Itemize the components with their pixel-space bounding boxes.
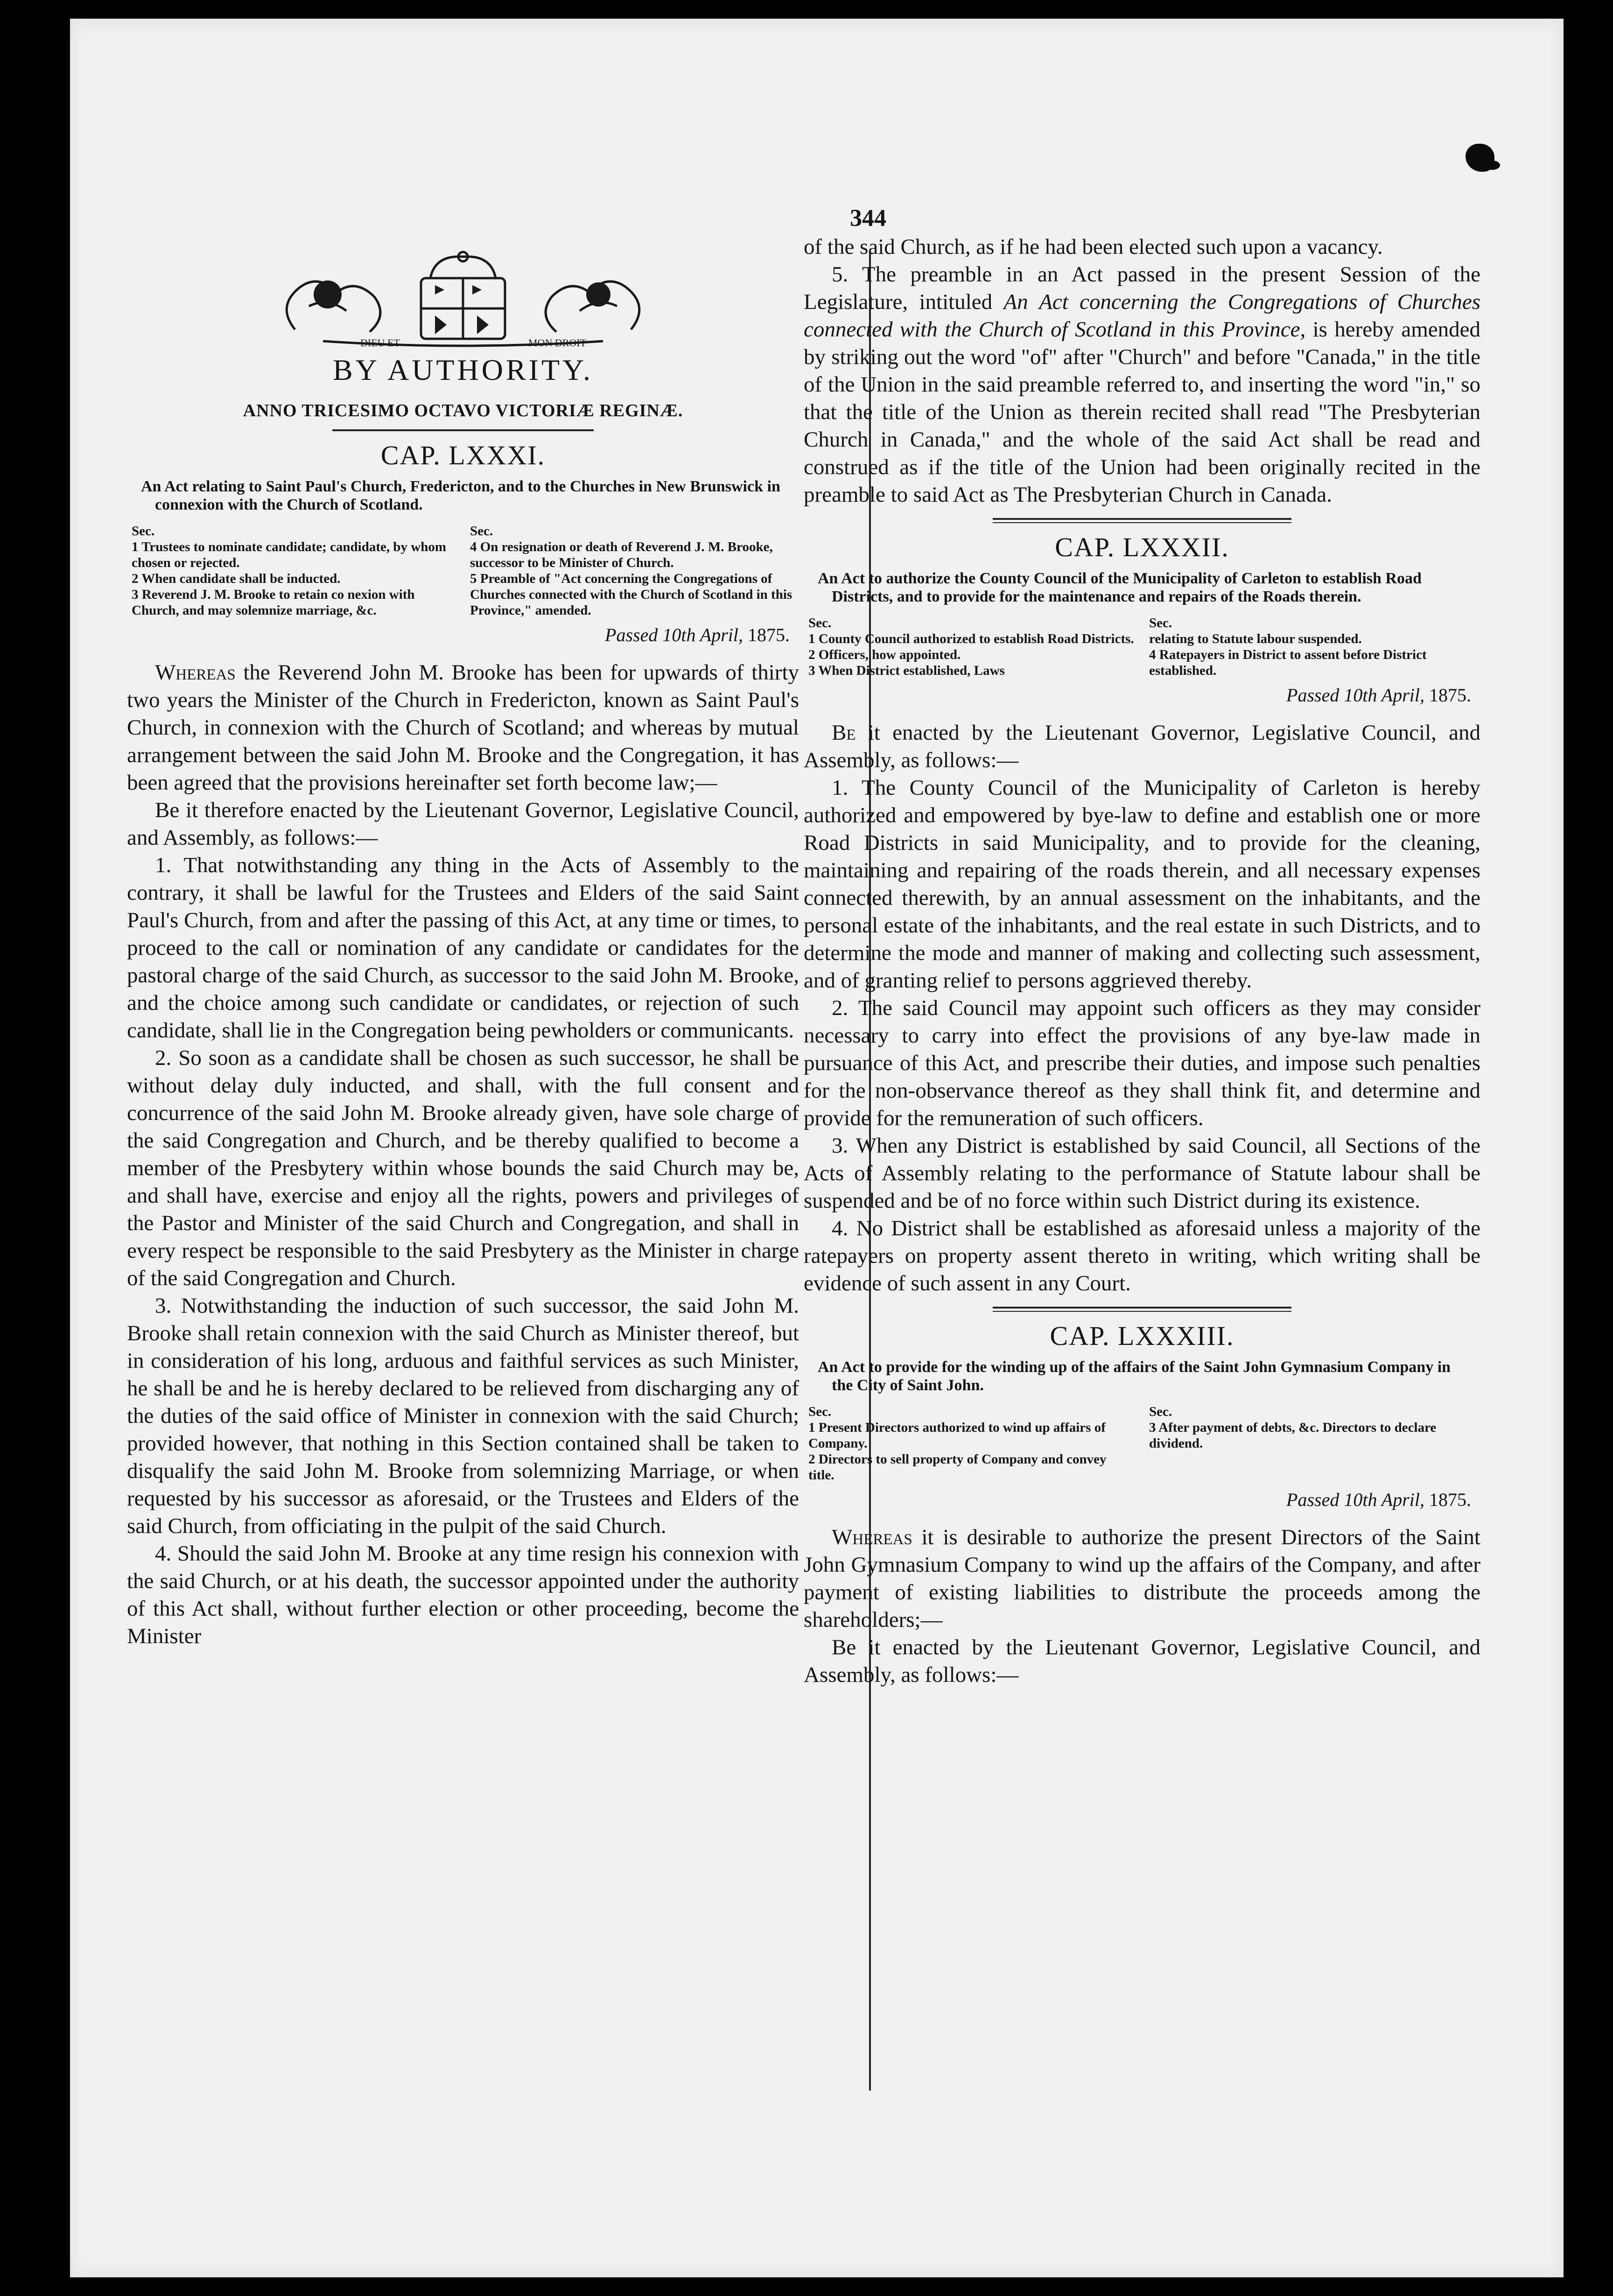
cap-83-title: An Act to provide for the winding up of the affairs of the Saint John Gymnasium Company in the City of Saint John. — [818, 1358, 1451, 1394]
heading-rule — [332, 429, 594, 431]
cap-82-heading: CAP. LXXXII. — [1055, 532, 1229, 562]
section-rule — [993, 518, 1291, 523]
cap-81-preamble: Whereas the Reverend John M. Brooke has been for upwards of thirty two years the Minister of the Church in Fredericton, known as Saint Paul's Church, in connexion with the Church of Scotland; and whereas by mutual arrangement between the said John M. Brooke and the Congregation, it has been agreed that the provisions hereinafter set forth become law;— — [127, 660, 799, 795]
section-summary-item: 4 Ratepayers in District to assent before District established. — [1149, 647, 1427, 678]
section-summary-item: 1 Present Directors authorized to wind up affairs of Company. — [808, 1420, 1106, 1451]
cap-83-section-summary — [808, 1404, 1476, 1483]
sec-label: Sec. — [132, 524, 155, 539]
section-summary-item: 3 After payment of debts, &c. Directors to declare dividend. — [1149, 1420, 1437, 1451]
section-summary-item: 2 Directors to sell property of Company and convey title. — [808, 1452, 1107, 1483]
section-summary-item: relating to Statute labour suspended. — [1149, 631, 1362, 646]
cap-83-passed-date: Passed 10th April, 1875. — [1286, 1489, 1471, 1510]
cap-82-enacting-clause: Be it enacted by the Lieutenant Governor, Legislative Council, and Assembly, as follows:— — [804, 721, 1480, 772]
cap-81-enacting-clause: Be it therefore enacted by the Lieutenant Governor, Legislative Council, and Assembly, as follows:— — [127, 798, 799, 850]
cap-82-section-summary — [808, 615, 1476, 679]
section-summary-item: 2 Officers, how appointed. — [808, 647, 961, 662]
sec-label: Sec. — [470, 524, 493, 539]
cap-82-passed-date: Passed 10th April, 1875. — [1286, 685, 1471, 706]
cap-82-section-3: 3. When any District is established by said Council, all Sections of the Acts of Assembly relating to the performance of Statute labour shall be suspended and be of no force within such District during its existence. — [804, 1134, 1480, 1213]
crest-motto-right: MON DROIT — [528, 337, 587, 348]
ink-blot — [1466, 144, 1494, 172]
cap-81-section-4-continued: of the said Church, as if he had been elected such upon a vacancy. — [804, 235, 1383, 259]
section-summary-item: 2 When candidate shall be inducted. — [132, 571, 341, 586]
page-number: 344 — [850, 205, 886, 231]
cap-81-section-2: 2. So soon as a candidate shall be chosen as such successor, he shall be without delay duly inducted, and shall, with the full consent and concurrence of the said John M. Brooke already given, have sole charge of the said Congregation and Church, and be thereby qualified to become a member of the Presbytery within whose bounds the said Church may be, and shall have, exercise and enjoy all the rights, powers and privileges of the Pastor and Minister of the said Church and Congregation, and shall in every respect be responsible to the said Presbytery as the Minister in charge of the said Congregation and Church. — [127, 1046, 799, 1290]
crest-motto-left: DIEU ET — [360, 337, 400, 348]
cap-81-section-4: 4. Should the said John M. Brooke at any time resign his connexion with the said Church, or at his death, the successor appointed under the authority of this Act shall, without further election or other proceeding, become the Minister — [127, 1541, 799, 1648]
cap-81-section-summary — [132, 523, 794, 618]
cap-81-heading: CAP. LXXXI. — [380, 440, 546, 470]
section-summary-item: 4 On resignation or death of Reverend J. M. Brooke, successor to be Minister of Church. — [470, 539, 773, 570]
sec-label: Sec. — [1149, 1404, 1172, 1419]
royal-coat-of-arms-icon — [267, 250, 659, 348]
sec-label: Sec. — [808, 1404, 832, 1419]
left-column — [127, 233, 799, 1650]
cap-82-section-1: 1. The County Council of the Municipality of Carleton is hereby authorized and empowered by bye-law to define and establish one or more Road Districts in said Municipality, and to provide for the cleaning, maintaining and repairing of the roads therein, and all necessary expenses connected therewith, by an annual assessment on the inhabitants, and the personal estate of the inhabitants, and the real estate in such Districts, and to determine the mode and manner of making and collecting such assessment, and of granting relief to persons aggrieved thereby. — [804, 776, 1480, 993]
section-summary-item: 1 Trustees to nominate candidate; candidate, by whom chosen or rejected. — [132, 539, 446, 570]
cap-82-title: An Act to authorize the County Council of the Municipality of Carleton to establish Road Districts, and to provide for the maintenance and repairs of the Roads therein. — [818, 570, 1422, 605]
cap-82-section-4: 4. No District shall be established as aforesaid unless a majority of the ratepayers on property assent thereto in writing, which writing shall be evidence of such assent in any Court. — [804, 1216, 1480, 1295]
section-summary-item: 3 When District established, Laws — [808, 663, 1005, 678]
section-rule — [993, 1307, 1291, 1312]
cap-83-enacting-clause: Be it enacted by the Lieutenant Governor, Legislative Council, and Assembly, as follows:— — [804, 1635, 1480, 1687]
cap-81-section-1: 1. That notwithstanding any thing in the Acts of Assembly to the contrary, it shall be lawful for the Trustees and Elders of the said Saint Paul's Church, from and after the passing of this Act, at any time or times, to proceed to the call or nomination of any candidate or candidates for the pastoral charge of the said Church, as successor to the said John M. Brooke, and the choice among such candidate or candidates, or rejection of such candidate, shall lie in the Congregation being pewholders or communicants. — [127, 853, 799, 1043]
by-authority-heading: BY AUTHORITY. — [332, 353, 594, 386]
section-summary-item: 5 Preamble of "Act concerning the Congregations of Churches connected with the Church of Scotland in this Province," amended. — [470, 571, 792, 618]
sec-label: Sec. — [808, 616, 832, 630]
cap-83-heading: CAP. LXXXIII. — [1050, 1321, 1234, 1351]
cap-81-passed-date: Passed 10th April, 1875. — [605, 624, 790, 645]
cap-81-title: An Act relating to Saint Paul's Church, Fredericton, and to the Churches in New Brunswick in connexion with the Church of Scotland. — [141, 478, 780, 513]
cap-81-section-3: 3. Notwithstanding the induction of such successor, the said John M. Brooke shall retain connexion with the said Church as Minister thereof, but in consideration of his long, arduous and faithful services as such Minister, he shall be and he is hereby declared to be relieved from discharging any of the duties of the said office of Minister in connexion with the said Church; provided however, that nothing in this Section contained shall be taken to disqualify the said John M. Brooke from solemnizing Marriage, or when requested by his successor as aforesaid, or the Trustees and Elders of the said Church, from officiating in the pulpit of the said Church. — [127, 1294, 799, 1538]
section-summary-item: 1 County Council authorized to establish Road Districts. — [808, 631, 1134, 646]
cap-83-preamble: Whereas it is desirable to authorize the present Directors of the Saint John Gymnasium Company to wind up the affairs of the Company, and after payment of existing liabilities to distribute the proceeds among the shareholders;— — [804, 1525, 1480, 1632]
sec-label: Sec. — [1149, 616, 1172, 630]
cap-82-section-2: 2. The said Council may appoint such officers as they may consider necessary to carry into effect the provisions of any bye-law made in pursuance of this Act, and prescribe their duties, and impose such penalties for the non-observance thereof as they shall think fit, and determine and provide for the remuneration of such officers. — [804, 996, 1480, 1130]
right-column — [804, 233, 1480, 1689]
section-summary-item: 3 Reverend J. M. Brooke to retain co nexion with Church, and may solemnize marriage, &c. — [132, 587, 415, 618]
anno-heading: ANNO TRICESIMO OCTAVO VICTORIÆ REGINÆ. — [243, 401, 683, 420]
cap-81-section-5: 5. The preamble in an Act passed in the present Session of the Legislature, intituled An Act concerning the Congregations of Churches connected with the Church of Scotland in this Province, is hereby amended by striking out the word "of" after "Church" and before "Canada," in the title of the Union in the said preamble referred to, and inserting the word "in," so that the title of the Union as therein recited shall read "The Presbyterian Church in Canada," and the whole of the said Act shall be read and construed as if the title of the Union had been originally recited in the preamble to said Act as The Presbyterian Church in Canada. — [804, 262, 1481, 507]
